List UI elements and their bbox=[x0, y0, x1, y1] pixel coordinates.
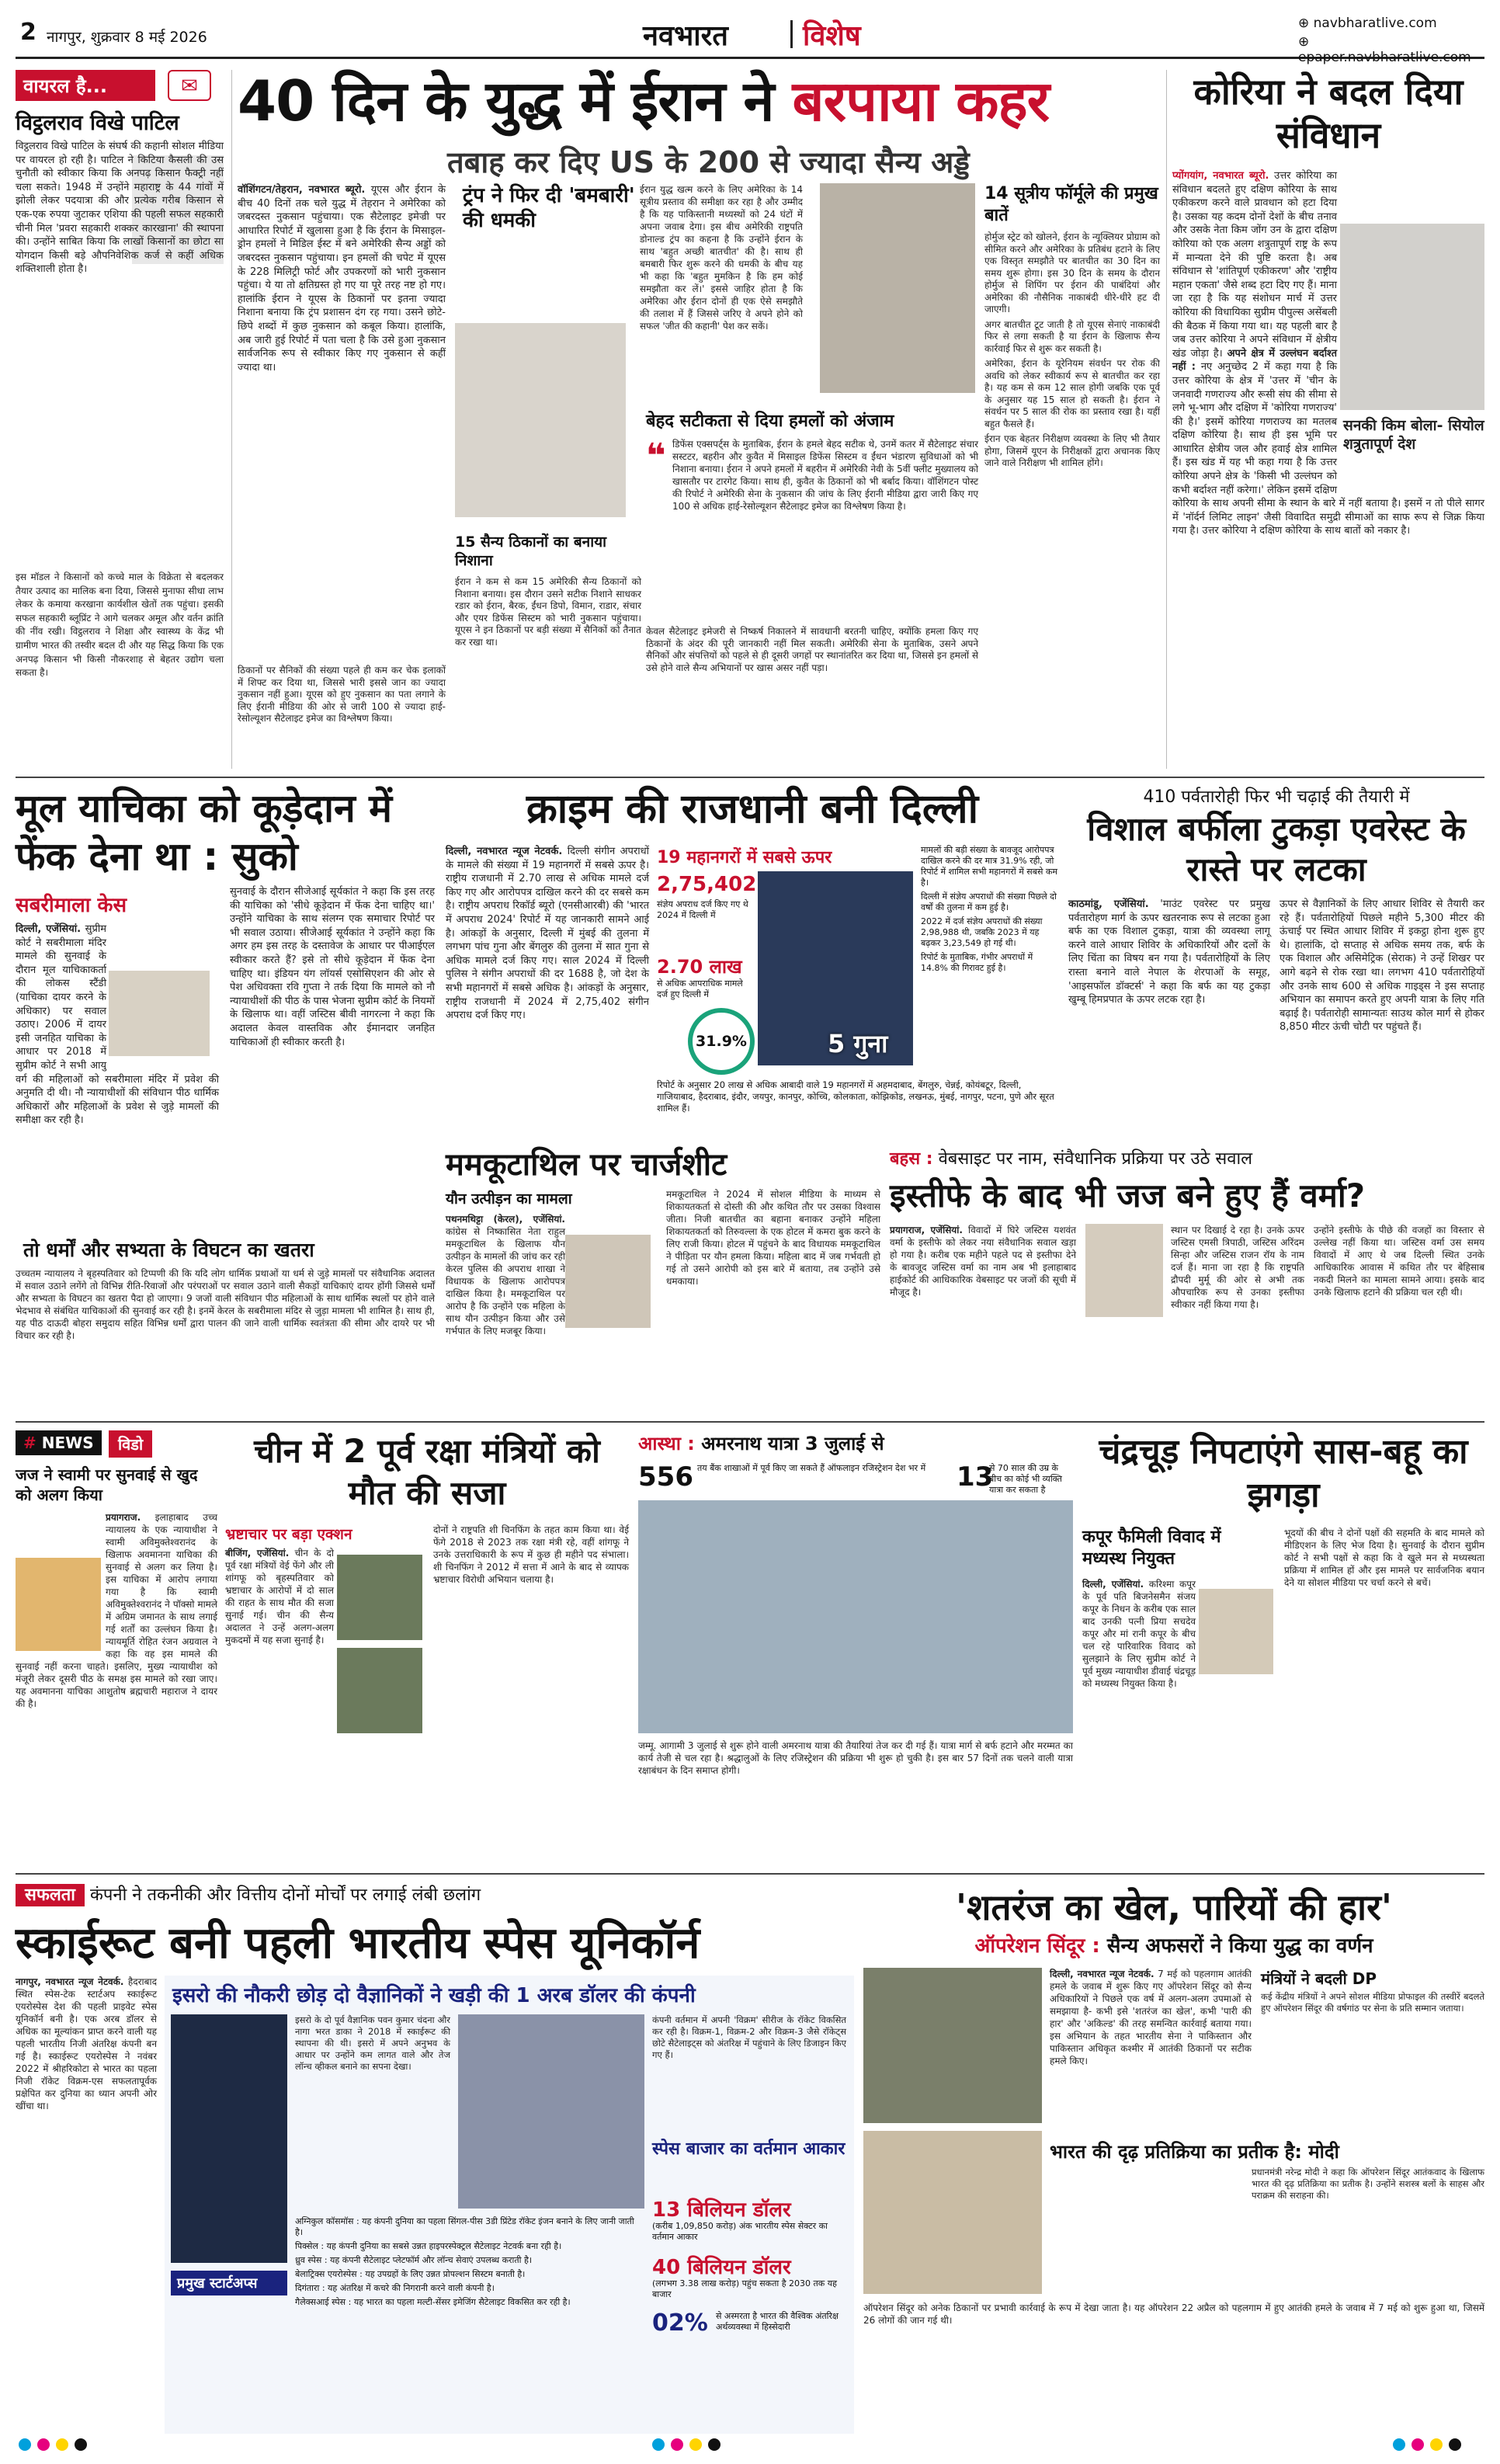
judge-kicker: बहस : वेबसाइट पर नाम, संवैधानिक प्रक्रिया पर उठे सवाल bbox=[890, 1149, 1253, 1169]
stat-cases-2024-label: संज्ञेय अपराध दर्ज किए गए थे 2024 में दिल्ली में bbox=[657, 899, 748, 920]
kerala-body: पथनमथिट्टा (केरल), एजेंसियां. कांग्रेस से निष्कासित नेता राहुल ममकूटाथिल के खिलाफ यौन उत्पीड़न के मामलों की जांच कर रही केरल पुलिस की अपराध शाखा ने विधायक के खिलाफ आरोपपत्र दाखिल किया है। ममकूटाथिल पर आरोप है कि उन्होंने एक महिला के साथ यौन उत्पीड़न किया और उसे गर्भपात के लिए मजबूर किया। bbox=[446, 1214, 565, 1336]
startup-item: अग्निकुल कॉसमॉस : यह कंपनी दुनिया का पहला सिंगल-पीस 3डी प्रिंटेड रॉकेट इंजन बनाने के लिए जानी जाती है। bbox=[295, 2216, 634, 2237]
formula-point: अमेरिका, ईरान के यूरेनियम संवर्धन पर रोक की अवधि को लेकर स्वीकार्य रूप से बातचीत कर रहा है। यह कम से कम 12 साल होगी जबकि एक पूर्व के अनुसार यह 15 साल हो सकती है। ईरान ने संवर्धन पर 5 साल की रोक का प्रस्ताव रखा है। यहीं बहुत फैसले हैं। bbox=[984, 358, 1160, 429]
judge-body: प्रयागराज, एजेंसियां. विवादों में घिरे जस्टिस यशवंत वर्मा के इस्तीफे को लेकर नया संवैधानिक सवाल खड़ा हो गया है। करीब एक महीने पहले पद से इस्तीफा देने के बावजूद जस्टिस वर्मा का नाम अब भी इलाहाबाद हाईकोर्ट की आधिकारिक वेबसाइट पर जजों की सूची में मौजूद है। bbox=[890, 1225, 1076, 1298]
cities-note: रिपोर्ट के अनुसार 20 लाख से अधिक आबादी वाले 19 महानगरों में अहमदाबाद, बेंगलुरु, चेन्नई, कोयंबटूर, दिल्ली, गाजियाबाद, हैदराबाद, इंदौर, जयपुर, कानपुर, कोच्चि, कोलकाता, कोझिकोड, लखनऊ, मुंबई, नागपुर, पटना, पुणे और सूरत शामिल हैं। bbox=[657, 1079, 1054, 1114]
market-title: स्पेस बाजार का वर्तमान आकार bbox=[652, 2139, 845, 2159]
sindoor-headline: 'शतरंज का खेल, पारियों की हार' bbox=[956, 1886, 1392, 1928]
rocket-image bbox=[171, 2014, 287, 2263]
news-vido-headline: जज ने स्वामी पर सुनवाई से खुद को अलग किया bbox=[16, 1465, 198, 1504]
section-name: विशेष bbox=[803, 20, 861, 52]
everest-body-2: ऊपर से वैज्ञानिकों के लिए आधार शिविर से तैयारी कर रहे हैं। पर्वतारोहियों पिछले महीने 5,300 मीटर की ऊंचाई पर स्थित आधार शिविर में इकट्ठा होना शुरू हुए थे। हालांकि, दो सप्ताह से अधिक समय तक, बर्फ के एक विशाल और असिमेट्रिक (सेराक) ने उन्हें शिखर पर आगे बढ़ने से रोक रखा था। लगभग 410 पर्वतारोहियों और उनके साथ 600 से अधिक गाइड्स ने इस सप्ताह अभियान का समापन करते हुए अपनी यात्रा के लिए गति बढ़ाई है। पर्वतारोही सामान्यतः साउथ कोल मार्ग से होकर 8,850 मीटर ऊंची चोटी पर पहुंचते हैं। bbox=[1280, 898, 1484, 1034]
globe-icon: ⊕ bbox=[1298, 16, 1314, 31]
stat-2030-label: (लगभग 3.38 लाख करोड़) पहुंच सकता है 2030 तक यह बाजार bbox=[652, 2278, 837, 2299]
kerala-story bbox=[446, 1142, 880, 1406]
korea-body: सनकी किम बोला- सियोल शत्रुतापूर्ण देश प्योंगयांग, नवभारत ब्यूरो. उत्तर कोरिया का संविधान बदलते हुए दक्षिण कोरिया के साथ एकीकरण करने वाले प्रावधान को हटा दिया है। उसका यह कदम दोनों देशों के बीच तनाव और उसके नेता किम जोंग उन के द्वारा दक्षिण कोरिया को एक अलग शत्रुतापूर्ण राष्ट्र के रूप में मान्यता देने की पुष्टि करता है। अब संविधान से 'शांतिपूर्ण एकीकरण' और 'राष्ट्रीय महान एकता' जैसे शब्द हटा दिए गए हैं। माना जा रहा है कि यह संशोधन मार्च में उत्तर कोरिया की विधायिका सुप्रीम पीपुल्स असेंबली की बैठक में किया गया था। यह पहली बार है जब उत्तर कोरिया ने अपने संविधान में क्षेत्रीय खंड जोड़ा है। अपने क्षेत्र में उल्लंघन बर्दाश्त नहीं : नए अनुच्छेद 2 में कहा गया है कि उत्तर कोरिया के क्षेत्र में 'उत्तर में 'चीन के जनवादी गणराज्य और रूसी संघ की सीमा से लगे भू-भाग और दक्षिण में 'कोरिया गणराज्य' की है।' इसमें कोरिया गणराज्य का मतलब दक्षिण कोरिया है। साथ ही इस भूमि पर आधारित क्षेत्रीय जल और हवाई क्षेत्र शामिल हैं। इस खंड में यह भी कहा गया है कि उत्तर कोरिया अपने क्षेत्र के 'किसी भी उल्लंघन को कभी बर्दाश्त नहीं करेगा।' लेकिन इसमें दक्षिण कोरिया के साथ अपनी सीमा के स्थान के बारे में नहीं बताया है। इसमें न तो पीले सागर में 'नॉर्दर्न लिमिट लाइन' जैसी विवादित समुद्री सीमाओं का साफ रूप से जिक्र किया गया है। उत्तर कोरिया ने दक्षिण कोरिया के साथ बातों को नकार है। bbox=[1172, 170, 1484, 537]
sindoor-kicker: ऑपरेशन सिंदूर : सैन्य अफसरों ने किया युद्ध का वर्णन bbox=[974, 1934, 1373, 1958]
china-body-2: दोनों ने राष्ट्रपति शी चिनफिंग के तहत काम किया था। वेई फेंगे 2018 से 2023 तक रक्षा मंत्री रहे, वहीं शांगफू ने उनके उत्तराधिकारी के रूप में कुछ ही महीने पद संभाला। शी चिनफिंग ने 2012 में सत्ता में आने के बाद से व्यापक भ्रष्टाचार विरोधी अभियान चलाया है। bbox=[433, 1524, 629, 1585]
sindoor-story bbox=[863, 1882, 1484, 2434]
chandrachud-body-2: भूदयों की बीच ने दोनों पक्षों की सहमति के बाद मामले को मीडिएशन के लिए भेज दिया है। सुनवाई के दौरान सुप्रीम कोर्ट ने सभी पक्षों से कहा कि वे खुले मन से मध्यस्थता प्रक्रिया में शामिल हों और इस मामले पर सार्वजनिक बयान देने या सोशल मीडिया पर चर्चा करने से बचें। bbox=[1284, 1527, 1484, 1588]
isro-box-body-2: कंपनी वर्तमान में अपनी 'विक्रम' सीरीज के रॉकेट विकसित कर रही है। विक्रम-1, विक्रम-2 और विक्रम-3 जैसे रॉकेट्स छोटे सैटेलाइट्स को अंतरिक्ष में पहुंचाने के लिए डिजाइन किए गए हैं। bbox=[652, 2014, 846, 2060]
amarnath-kicker: आस्था : अमरनाथ यात्रा 3 जुलाई से bbox=[638, 1433, 884, 1454]
everest-kicker: 410 पर्वतारोही फिर भी चढ़ाई की तैयारी में bbox=[1143, 787, 1410, 807]
sabarimala-body-2: सुनवाई के दौरान सीजेआई सूर्यकांत ने कहा कि इस तरह की याचिका को 'सीधे कूड़ेदान में फेंक देना चाहिए था।' उन्होंने याचिका के साथ संलग्न एक समाचार रिपोर्ट पर भी सवाल उठाया। सीजेआई सूर्यकांत ने उन्होंने कहा कि अगर हम इस तरह के दस्तावेज के आधार पर पीआईएल स्वीकार करते हैं? इसे तो सीधे कूड़ेदान में फेंक देना चाहिए था। इंडियन यंग लॉयर्स एसोसिएशन की ओर से पेश अधिवक्ता रवि गुप्ता ने तर्क दिया कि मामले को नौ न्यायाधीशों की पीठ के पास भेजना सुप्रीम कोर्ट के नियमों के खिलाफ था। वहीं जस्टिस बीवी नागरत्ना ने कहा कि अदालत केवल वास्तविक और ईमानदार जनहित याचिकाओं ही स्वीकार करती है। bbox=[230, 886, 435, 1048]
chandrachud-story bbox=[1082, 1430, 1484, 1865]
delhi-crime-story bbox=[446, 784, 1059, 1134]
iran-headline: 40 दिन के युद्ध में ईरान ने बरपाया कहर bbox=[238, 68, 1050, 134]
sindoor-body-2: ऑपरेशन सिंदूर को अनेक ठिकानों पर प्रभावी कार्रवाई के रूप में देखा जाता है। यह ऑपरेशन 22 अप्रैल को पहलगाम में हुए आतंकी हमले के जवाब में 7 मई को शुरू हुआ था, जिसमें 26 लोगों की जान गई थी। bbox=[863, 2302, 1484, 2326]
everest-body: काठमांडू, एजेंसियां. 'माउंट एवरेस्ट पर प्रमुख पर्वतारोहण मार्ग के ऊपर खतरनाक रूप से लटका हुआ बर्फ का एक विशाल टुकड़ा, यात्रा की व्यवस्था लागू करने वाले आधार शिविर के अधिकारियों और दलों के लिए चिंता का विषय बन गया है। पर्वतारोहियों के लिए रास्ता बनाने वाले नेपाल के शेरपाओं के समूह, 'आइसफॉल डॉक्टर्स' ने कहा कि बर्फ का यह टुकड़ा खुम्बू हिमप्रपात के ऊपर लटक रहा है। bbox=[1068, 898, 1270, 1006]
print-dots bbox=[649, 2438, 724, 2454]
viral-tag: वायरल है... bbox=[16, 70, 155, 101]
sindoor-body: दिल्ली, नवभारत न्यूज नेटवर्क. 7 मई को पहलगाम आतंकी हमले के जवाब में शुरू किए गए ऑपरेशन सिंदूर को सैन्य अधिकारियों ने पिछले एक वर्ष में अलग-अलग उपमाओं से समझाया है- कभी इसे 'शतरंज का खेल', कभी 'पारी की हार' और 'अकिल्ड' की तरह समन्वित कार्रवाई बताया गया। इस अभियान के तहत भारतीय सेना ने पाकिस्तान और पाकिस्तान अधिकृत कश्मीर में आतंकी ठिकानों पर सटीक हमले किए। bbox=[1050, 1969, 1252, 2066]
print-dots bbox=[1390, 2438, 1464, 2454]
iran-subheadline: तबाह कर दिए US के 200 से ज्यादा सैन्य अड्डे bbox=[447, 145, 970, 179]
fifteen-title: 15 सैन्य ठिकानों का बनाया निशाना bbox=[455, 533, 607, 569]
print-dots bbox=[16, 2438, 90, 2454]
quote-icon: ❝ bbox=[646, 436, 666, 476]
china-body: बीजिंग, एजेंसियां. चीन के दो पूर्व रक्षा मंत्रियों वेई फेंगे और ली शांगफू को बृहस्पतिवार को भ्रष्टाचार के आरोपों में दो साल की राहत के साथ मौत की सजा सुनाई गई। चीन की सैन्य अदालत ने उन्हें अलग-अलग मुकदमों में यह सजा सुनाई है। bbox=[225, 1548, 334, 1646]
dp-box bbox=[1261, 1968, 1484, 2123]
chandrachud-headline: चंद्रचूड़ निपटाएंगे सास-बहू का झगड़ा bbox=[1099, 1432, 1468, 1515]
side-point: रिपोर्ट के मुताबिक, गंभीर अपराधों में 14.8% की गिरावट हुई है। bbox=[921, 952, 1033, 973]
startup-item: ध्रुव स्पेस : यह कंपनी सैटेलाइट प्लेटफॉर्म और लॉन्च सेवाएं उपलब्ध कराती है। bbox=[295, 2255, 533, 2265]
delhi-infographic bbox=[657, 845, 1059, 1078]
fifteen-body-2: ठिकानों पर सैनिकों की संख्या पहले ही कम कर चेक इलाकों में शिफ्ट कर दिया था, जिससे भारी इससे जान का ज्यादा नुकसान नहीं हुआ। यूएस को हुए नुकसान का पता लगाने के लिए ईरानी मीडिया की ओर से जारी 100 से ज्यादा हाई-रेसोल्यूशन सैटेलाइट इमेज का विश्लेषण किया। bbox=[238, 665, 446, 724]
side-point: 2022 में दर्ज संज्ञेय अपराधों की संख्या 2,98,988 थी, जबकि 2023 में यह बढ़कर 3,23,549 हो गई थी। bbox=[921, 916, 1043, 948]
stat-bank-label: तय बैंक शाखाओं में पूर्व किए जा सकते हैं ऑफलाइन रजिस्ट्रेशन देश भर में bbox=[697, 1463, 926, 1473]
modi-box bbox=[1050, 2139, 1484, 2294]
trump-box-title: ट्रंप ने फिर दी 'बमबारी' की धमकी bbox=[463, 184, 635, 232]
startups-title: प्रमुख स्टार्टअप्स bbox=[171, 2271, 287, 2295]
formula-point: ईरान एक बेहतर निरीक्षण व्यवस्था के लिए भी तैयार होगा, जिसमें यूएन के निरीक्षकों द्वारा अचानक किए जाने वाले निरीक्षण भी शामिल होंगे। bbox=[984, 433, 1160, 468]
formula-box bbox=[984, 183, 1160, 649]
viral-story bbox=[16, 70, 224, 769]
startup-item: दिगंतारा : यह अंतरिक्ष में कचरे की निगरानी करने वाली कंपनी है। bbox=[295, 2283, 495, 2293]
vido-tag: विडो bbox=[109, 1430, 152, 1458]
share-icon: ✉ bbox=[168, 70, 211, 101]
chandrachud-body: दिल्ली, एजेंसियां. करिश्मा कपूर के पूर्व पति बिजनेसमैन संजय कपूर के निधन के करीब एक साल बाद उनकी पत्नी प्रिया सचदेव कपूर और मां रानी कपूर के बीच चल रहे पारिवारिक विवाद को सुलझाने के लिए सुप्रीम कोर्ट ने पूर्व मुख्य न्यायाधीश डीवाई चंद्रचूड़ को मध्यस्थ नियुक्त किया है। bbox=[1082, 1579, 1196, 1689]
everest-story bbox=[1068, 784, 1484, 1142]
satellite-image bbox=[820, 183, 975, 393]
precision-title: बेहद सटीकता से दिया हमलों को अंजाम bbox=[646, 412, 894, 431]
amarnath-photo bbox=[638, 1500, 1073, 1733]
precision-body: डिफेंस एक्सपर्ट्स के मुताबिक, ईरान के हमले बेहद सटीक थे, उनमें कतर में सैटेलाइट संचार सस्टटर, बहरीन और कुवैत में मिसाइल डिफेंस सिस्टम व ईंधन भंडारण सुविधाओं को भी निशाना बनाया। ईरान ने अपने हमलों में बहरीन में अमेरिकी नेवी के 5वीं फ्लीट मुख्यालय को खासतौर पर टारगेट किया। साथ ही, कुवैत के ठिकानों को भी बर्बाद किया। वॉशिंगटन पोस्ट की रिपोर्ट ने अमेरिकी सेना के नुकसान की जांच के लिए ईरानी मीडिया द्वारा जारी किए गए 100 से अधिक हाई-रेसोल्यूशन सैटेलाइट इमेज का विश्लेषण किया है। bbox=[672, 439, 978, 512]
religion-box bbox=[16, 1236, 435, 1430]
globe-icon: ⊕ bbox=[1298, 34, 1310, 50]
stat-age-label: से 70 साल की उम्र के बीच का कोई भी व्यक्ति यात्रा कर सकता है bbox=[989, 1463, 1062, 1495]
amarnath-caption: जम्मू. आगामी 3 जुलाई से शुरू होने वाली अमरनाथ यात्रा की तैयारियां तेज कर दी गई हैं। यात्रा मार्ग से बर्फ हटाने और मरम्मत का कार्य तेजी से चल रहा है। श्रद्धालुओं के लिए रजिस्ट्रेशन की प्रक्रिया भी शुरू हो चुकी है। इस बार 57 दिनों तक चलने वाली यात्रा रक्षाबंधन के दिन समाप्त होगी। bbox=[638, 1740, 1073, 1776]
korea-headline: कोरिया ने बदल दिया संविधान bbox=[1193, 71, 1464, 156]
news-vido-story bbox=[16, 1430, 217, 1865]
amarnath-story bbox=[638, 1430, 1073, 1865]
fifteen-bases-box bbox=[455, 533, 641, 766]
skyroot-body: नागपुर, नवभारत न्यूज नेटवर्क. हैदराबाद स्थित स्पेस-टेक स्टार्टअप स्काईरूट एयरोस्पेस देश की पहली प्राइवेट स्पेस यूनिकॉर्न बनी है। एक अरब डॉलर से अधिक का मूल्यांकन प्राप्त करने वाली यह पहली भारतीय निजी अंतरिक्ष कंपनी बन गई है। स्काईरूट एयरोस्पेस ने नवंबर 2022 में श्रीहरिकोटा से भारत का पहला निजी रॉकेट विक्रम-एस सफलतापूर्वक प्रक्षेपित कर दुनिया का ध्यान अपनी ओर खींचा था। bbox=[16, 1976, 157, 2111]
skyroot-headline: स्काईरूट बनी पहली भारतीय स्पेस यूनिकॉर्न bbox=[16, 1918, 700, 1969]
verma-photo bbox=[1085, 1224, 1163, 1317]
stat-current-market: 13 बिलियन डॉलर bbox=[652, 2198, 791, 2222]
startups-list bbox=[295, 2216, 644, 2311]
formula-title: 14 सूत्रीय फॉर्मूले की प्रमुख बातें bbox=[984, 184, 1158, 225]
stat-global-label: से अस्मरता है भारत की वैश्विक अंतरिक्ष अर्थव्यवस्था में हिस्सेदारी bbox=[716, 2311, 839, 2332]
isro-box-title: इसरो की नौकरी छोड़ दो वैज्ञानिकों ने खड़ी की 1 अरब डॉलर की कंपनी bbox=[172, 1984, 696, 2007]
kerala-subhead: यौन उत्पीड़न का मामला bbox=[446, 1190, 572, 1208]
kim-caption: सनकी किम बोला- सियोल शत्रुतापूर्ण देश bbox=[1343, 417, 1484, 453]
judge-body-2: स्थान पर दिखाई दे रहा है। उनके ऊपर जस्टिस एमसी त्रिपाठी, जस्टिस अरिंदम सिन्हा और जस्टिस राजन रॉय के नाम दर्ज हैं। माना जा रहा है कि राष्ट्रपति द्रौपदी मुर्मू की ओर से अभी तक औपचारिक रूप से उनका इस्तीफा स्वीकार नहीं किया गया है। bbox=[1171, 1225, 1304, 1310]
sabarimala-kicker: सबरीमाला केस bbox=[16, 894, 127, 917]
viral-body: विट्ठलराव विखे पाटिल के संघर्ष की कहानी सोशल मीडिया पर वायरल हो रही है। पाटिल ने किटिया कैसली की उस चुनौती को स्वीकार किया कि अनपढ़ किसान फैक्ट्री नहीं चला सकते। 1948 में उन्होंने महाराष्ट्र के 44 गांवों में झोली लेकर पदयात्रा की और प्रत्येक गरीब किसान से एक-एक रुपया जुटाकर एशिया की पहली सफल सहकारी चीनी मिल 'प्रवरा सहकारी शक्कर कारखाना' की स्थापना की। उन्होंने साबित किया कि लाखों किसानों का छोटा सा योगदान किसी बड़े औपनिवेशिक कर्ज से कहीं अधिक शक्तिशाली होता है। bbox=[16, 141, 224, 276]
stat-lakh-label: से अधिक आपराधिक मामले दर्ज हुए दिल्ली में bbox=[657, 978, 743, 999]
judge-body-3: उन्होंने इस्तीफे के पीछे की वजहों का विस्तार से उल्लेख नहीं किया था। जस्टिस वर्मा उस समय विवादों में आए थे जब दिल्ली स्थित उनके आधिकारिक आवास में कथित तौर पर बेहिसाब नकदी मिलने का मामला सामने आया। इसके बाद उनके खिलाफ हटाने की प्रक्रिया चल रही थी। bbox=[1314, 1225, 1484, 1298]
stat-current-label: (करीब 1,09,850 करोड़) अंक भारतीय स्पेस सेक्टर का वर्तमान आकार bbox=[652, 2221, 828, 2242]
news-tag: # NEWS bbox=[16, 1430, 102, 1455]
news-vido-body: प्रयागराज. इलाहाबाद उच्च न्यायालय के एक न्यायाधीश ने स्वामी अविमुक्तेश्वरानंद के खिलाफ अवमानना याचिका की सुनवाई से अलग कर लिया है। इस याचिका में आरोप लगाया गया है कि स्वामी अविमुक्तेश्वरानंद ने पॉक्सो मामले में अग्रिम जमानत के साथ लगाई गई शर्तों का उल्लंघन किया है। न्यायमूर्ति रोहित रंजन अग्रवाल ने कहा कि वह इस मामले की सुनवाई नहीं करना चाहते। इसलिए, मुख्य न्यायाधीश को मंजूरी लेकर दूसरी पीठ के समक्ष इस मामले को रखा जाए। यह अवमानना याचिका आशुतोष ब्रह्मचारी महाराज ने दायर की है। bbox=[16, 1512, 217, 1709]
everest-headline: विशाल बर्फीला टुकड़ा एवरेस्ट के रास्ते पर लटका bbox=[1087, 810, 1466, 888]
sabarimala-headline: मूल याचिका को कूड़ेदान में फेंक देना था : सुको bbox=[16, 786, 393, 879]
isro-box bbox=[165, 1976, 854, 2434]
china-headline: चीन में 2 पूर्व रक्षा मंत्रियों को मौत की सजा bbox=[254, 1432, 600, 1512]
kerala-headline: ममकूटाथिल पर चार्जशीट bbox=[446, 1147, 727, 1183]
startup-item: पिक्सेल : यह कंपनी दुनिया का सबसे उन्नत हाइपरस्पेक्ट्रल सैटेलाइट नेटवर्क बना रही है। bbox=[295, 2241, 562, 2251]
stat-2030-market: 40 बिलियन डॉलर bbox=[652, 2256, 791, 2279]
soldiers-photo bbox=[863, 1968, 1042, 2123]
religion-title: तो धर्मों और सभ्यता के विघटन का खतरा bbox=[23, 1239, 314, 1261]
skyroot-kicker: सफलता कंपनी ने तकनीकी और वित्तीय दोनों मोर्चों पर लगाई लंबी छलांग bbox=[16, 1882, 481, 1906]
sabarimala-body: दिल्ली, एजेंसियां. सुप्रीम कोर्ट ने सबरीमाला मंदिर मामले की सुनवाई के दौरान मूल याचिकाकर्ता की लोकस स्टैंडी (याचिका दायर करने के अधिकार) पर सवाल उठाए। 2006 में दायर इसी जनहित याचिका के आधार पर 2018 में सुप्रीम कोर्ट ने सभी आयु वर्ग की महिलाओं को सबरीमाला मंदिर में प्रवेश की अनुमति दी थी। नौ न्यायाधीशों की संविधान पीठ धार्मिक अधिकारों और महिलाओं के प्रवेश से जुड़े मामलों की समीक्षा कर रही है। bbox=[16, 923, 219, 1127]
founders-photo bbox=[458, 2014, 644, 2209]
stat-five-times: 5 गुना bbox=[828, 1029, 888, 1058]
trump-box-body: ईरान युद्ध खत्म करने के लिए अमेरिका के 14 सूत्रीय प्रस्ताव की समीक्षा कर रहा है और उम्मीद है कि यह पाकिस्तानी मध्यस्थों को 24 घंटों में अपना जवाब देगा। इस बीच अमेरिकी राष्ट्रपति डोनाल्ड ट्रंप का कहना है कि उन्होंने ईरान के साथ 'बहुत अच्छी बातचीत' की है। साथ ही बमबारी फिर शुरू करने की धमकी के बीच यह भी कहा कि 'बहुत मुमकिन है कि हम कोई समझौता कर लें।' इससे जाहिर होता है कि अमेरिका और ईरान दोनों ही एक ऐसे समझौते की तलाश में हैं जिससे जरिए वे अपने होने को सफल 'जीत की कहानी' पेश कर सकें। bbox=[640, 184, 803, 332]
delhi-headline: क्राइम की राजधानी बनी दिल्ली bbox=[526, 786, 979, 832]
modi-body: प्रधानमंत्री नरेन्द्र मोदी ने कहा कि ऑपरेशन सिंदूर आतंकवाद के खिलाफ भारत की दृढ़ प्रतिक्रिया का प्रतीक है। उन्होंने सशस्त्र बलों के साहस और पराक्रम की सराहना की। bbox=[1252, 2167, 1484, 2201]
edition-date: नागपुर, शुक्रवार 8 मई 2026 bbox=[47, 29, 207, 46]
stat-lakh-cases: 2.70 लाख bbox=[657, 956, 742, 978]
precision-quote: केवल सैटेलाइट इमेजरी से निष्कर्ष निकालने में सावधानी बरतनी चाहिए, क्योंकि हमला किए गए ठिकानों के अंदर की पूरी जानकारी नहीं मिल सकती। अमेरिकी सेना के मुताबिक, उसने अपने सैनिकों और संपत्तियों को पहले से ही दूसरी जगहों पर स्थानांतरित कर दिया था, जिससे इन हमलों से उसे होने वाले सैन्य अभियानों पर खास असर नहीं पड़ा। bbox=[646, 626, 978, 673]
chandrachud-subhead: कपूर फैमिली विवाद में मध्यस्थ नियुक्त bbox=[1082, 1527, 1221, 1569]
iran-body: वॉशिंगटन/तेहरान, नवभारत ब्यूरो. यूएस और ईरान के बीच 40 दिनों तक चले युद्ध में तेहरान ने अमेरिका को जबरदस्त नुकसान पहुंचाया। एक सैटेलाइट इमेज्री पर आधारित रिपोर्ट में खुलासा हुआ है कि ईरान के मिसाइल-ड्रोन हमलों ने मिडिल ईस्ट में बने अमेरिकी सैन्य अड्डों को जबरदस्त नुकसान पहुंचाया। इन हमलों की चपेट में यूएस के 228 मिलिट्री फोर्ट और उपकरणों को भारी नुकसान पहुंचा। ये या तो क्षतिग्रस्त हो गए या पूरे तरह नष्ट हो गए। हालांकि ईरान ने यूएस के ठिकानों पर इतना ज्यादा निशाना बनाया कि ट्रंप प्रशासन दंग रह गया। उसने छोटे-छिपे शब्दों में कुछ नुकसान को कबूल किया। हालांकि, अब जारी हुई रिपोर्ट में पता चला है कि उसे हुआ नुकसान सार्वजनिक रूप से स्वीकार किए गए नुकसान से कहीं ज्यादा था। bbox=[238, 184, 446, 374]
delhi-body: दिल्ली, नवभारत न्यूज नेटवर्क. दिल्ली संगीन अपराधों के मामले की संख्या में 19 महानगरों में सबसे ऊपर है। राष्ट्रीय राजधानी में 2.70 लाख से अधिक मामले दर्ज किए गए और आरोपपत्र दाखिल करने की दर सबसे कम है। राष्ट्रीय अपराध रिकॉर्ड ब्यूरो (एनसीआरबी) की 'भारत में अपराध 2024' रिपोर्ट में यह जानकारी सामने आई है। आंकड़ों के अनुसार, दिल्ली में मुंबई की तुलना में लगभग पांच गुना और बेंगलुरु की तुलना में सात गुना से अधिक मामले दर्ज किए गए। साल 2024 में दिल्ली पुलिस ने संगीन अपराधों की दर 1688 है, जो देश के सभी महानगरों में सबसे अधिक है। आंकड़ों के अनुसार, राष्ट्रीय राजधानी में 2024 में 2,75,402 संगीन अपराध दर्ज किए गए। bbox=[446, 846, 649, 1022]
sabarimala-story bbox=[16, 784, 435, 1281]
stat-global-share: 02% bbox=[652, 2309, 708, 2337]
modi-photo bbox=[863, 2131, 1042, 2294]
formula-point: होर्मुज स्ट्रेट को खोलने, ईरान के न्यूक्लियर प्रोग्राम को सीमित करने और अमेरिका के प्रतिबंध हटाने के लिए एक विस्तृत समझौते पर बातचीत का 30 दिन का समय शुरू होगा। इस 30 दिन के समय के दौरान होर्मुज से शिपिंग पर ईरान की पाबंदियां और अमेरिका की नौसैनिक नाकाबंदी धीरे-धीरे हट दी जाएगी। bbox=[984, 231, 1160, 315]
viral-headline: विट्ठलराव विखे पाटिल bbox=[16, 111, 179, 135]
masthead bbox=[16, 11, 1484, 65]
side-point: दिल्ली में संज्ञेय अपराधों की संख्या पिछले दो वर्षों की तुलना में कम हुई है। bbox=[921, 891, 1057, 912]
formula-point: अगर बातचीत टूट जाती है तो यूएस सेनाएं नाकाबंदी फिर से लगा सकती है या ईरान के खिलाफ सैन्य कार्रवाई फिर से शुरू कर सकती है। bbox=[984, 318, 1160, 354]
judge-story bbox=[890, 1146, 1484, 1410]
stat-bank-branches: 556 bbox=[638, 1461, 693, 1493]
china-story bbox=[225, 1430, 629, 1865]
skyroot-story bbox=[16, 1882, 854, 2434]
fifteen-body: ईरान ने कम से कम 15 अमेरिकी सैन्य ठिकानों को निशाना बनाया। इस दौरान उसने सटीक निशाने साधकर रडार को ईरान, बैरक, ईंधन डिपो, विमान, राडार, संचार और एयर डिफेंस सिस्टम को भारी नुकसान पहुंचाया। यूएस ने इन ठिकानों पर बड़ी संख्या में सैनिकों को तैनात कर रखा था। bbox=[455, 576, 641, 648]
side-points bbox=[921, 845, 1059, 977]
website-link[interactable]: ⊕ navbharatlive.com bbox=[1298, 16, 1437, 31]
epaper-link[interactable]: ⊕ epaper.navbharatlive.com bbox=[1298, 34, 1471, 65]
dp-body: कई केंद्रीय मंत्रियों ने अपने सोशल मीडिया प्रोफाइल की तस्वीरें बदलते हुए ऑपरेशन सिंदूर की वर्षगांठ पर सेना के प्रति सम्मान जताया। bbox=[1261, 1991, 1484, 2014]
page-number: 2 bbox=[20, 19, 36, 46]
stat-cases-2024: 2,75,402 bbox=[657, 873, 757, 896]
religion-body: उच्चतम न्यायालय ने बृहस्पतिवार को टिप्पणी की कि यदि लोग धार्मिक प्रथाओं या धर्म से जुड़े मामलों पर संवैधानिक अदालत में सवाल उठाने लगेंगे तो विभिन्न रीति-रिवाजों और परंपराओं पर सवाल उठाने वाली सैकड़ों याचिकाएं दायर होंगी जिससे धर्मों और सभ्यता के विघटन का खतरा पैदा हो जाएगा। 9 जजों वाली संविधान पीठ महिलाओं के साथ धार्मिक स्थलों पर होने वाले भेदभाव से संबंधित याचिकाओं की सुनवाई कर रही है। इनमें केरल के सबरीमाला मंदिर से जुड़ा मामला भी शामिल है। साथ ही, यह पीठ दाऊदी बोहरा समुदाय सहित विभिन्न धर्मों द्वारा पालन की जाने वाली धार्मिक स्वतंत्रता की सीमा और दायरे पर भी विचार कर रही है। bbox=[16, 1268, 435, 1341]
kerala-body-2: ममकूटाथिल ने 2024 में सोशल मीडिया के माध्यम से शिकायतकर्ता से दोस्ती की और कथित तौर पर उसका विश्वास जीता। निजी बातचीत का बहाना बनाकर उन्होंने महिला शिकायतकर्ता को तिरुवल्ला के एक होटल में कमरा बुक करने के लिए राजी किया। होटल में पहुंचने के बाद विधायक ममकूटाथिल ने पीड़िता पर यौन हमला किया। महिला बाद में जब गर्भवती हो गई तो उसने आरोपी को इस बारे में बताया, तब उन्होंने उसे धमकाया। bbox=[666, 1189, 880, 1287]
startup-item: बेलाट्रिक्स एयरोस्पेस : यह उपग्रहों के लिए उन्नत प्रोपल्शन सिस्टम बनाती है। bbox=[295, 2269, 526, 2279]
china-subhead: भ्रष्टाचार पर बड़ा एक्शन bbox=[225, 1526, 352, 1543]
modi-title: भारत की दृढ़ प्रतिक्रिया का प्रतीक है: मोदी bbox=[1050, 2141, 1339, 2163]
korea-story bbox=[1172, 70, 1484, 769]
trump-photo bbox=[455, 323, 626, 517]
chargesheet-rate-circle: 31.9% bbox=[688, 1008, 755, 1075]
isro-box-body: इसरो के दो पूर्व वैज्ञानिक पवन कुमार चंदना और नागा भरत डाका ने 2018 में स्काईरूट की स्थापना की थी। इसरो में अपने अनुभव के आधार पर उन्होंने कम लागत वाले और तेज लॉन्च व्हीकल बनाने का सपना देखा। bbox=[295, 2014, 450, 2072]
kim-photo bbox=[1340, 224, 1484, 410]
formula-list bbox=[984, 231, 1160, 473]
side-point: मामलों की बड़ी संख्या के बावजूद आरोपपत्र दाखिल करने की दर मात्र 31.9% रही, जो रिपोर्ट में शामिल सभी महानगरों में सबसे कम है। bbox=[921, 845, 1057, 888]
iran-story bbox=[238, 67, 1160, 773]
startup-item: गैलेक्सआई स्पेस : यह भारत का पहला मल्टी-सेंसर इमेजिंग सैटेलाइट विकसित कर रही है। bbox=[295, 2297, 571, 2307]
stat-age: 13 bbox=[957, 1461, 994, 1493]
dp-title: मंत्रियों ने बदली DP bbox=[1261, 1969, 1377, 1988]
viral-body-2: इस मॉडल ने किसानों को कच्चे माल के विक्रेता से बदलकर तैयार उत्पाद का मालिक बना दिया, जिससे मुनाफा सीधा लाभ लेकर के कमाया करखाना कार्यशील खेतों तक पहुंचा। इसकी सफल सहकारी ब्लूप्रिंट ने आगे चलकर अमूल और वर्तन क्रांति की नींव रखी। विट्ठलराव ने शिक्षा और स्वास्थ्य के केंद्र भी ग्रामीण भारत की तस्वीर बदल दी और यह सिद्ध किया कि एक अनपढ़ किसान भी किसी नौकरशाह से बेहतर उद्योग चला सकता है। bbox=[16, 572, 224, 679]
infographic-title: 19 महानगरों में सबसे ऊपर bbox=[657, 848, 832, 867]
judge-headline: इस्तीफे के बाद भी जज बने हुए हैं वर्मा? bbox=[890, 1176, 1366, 1215]
paper-name: नवभारत bbox=[643, 20, 728, 52]
